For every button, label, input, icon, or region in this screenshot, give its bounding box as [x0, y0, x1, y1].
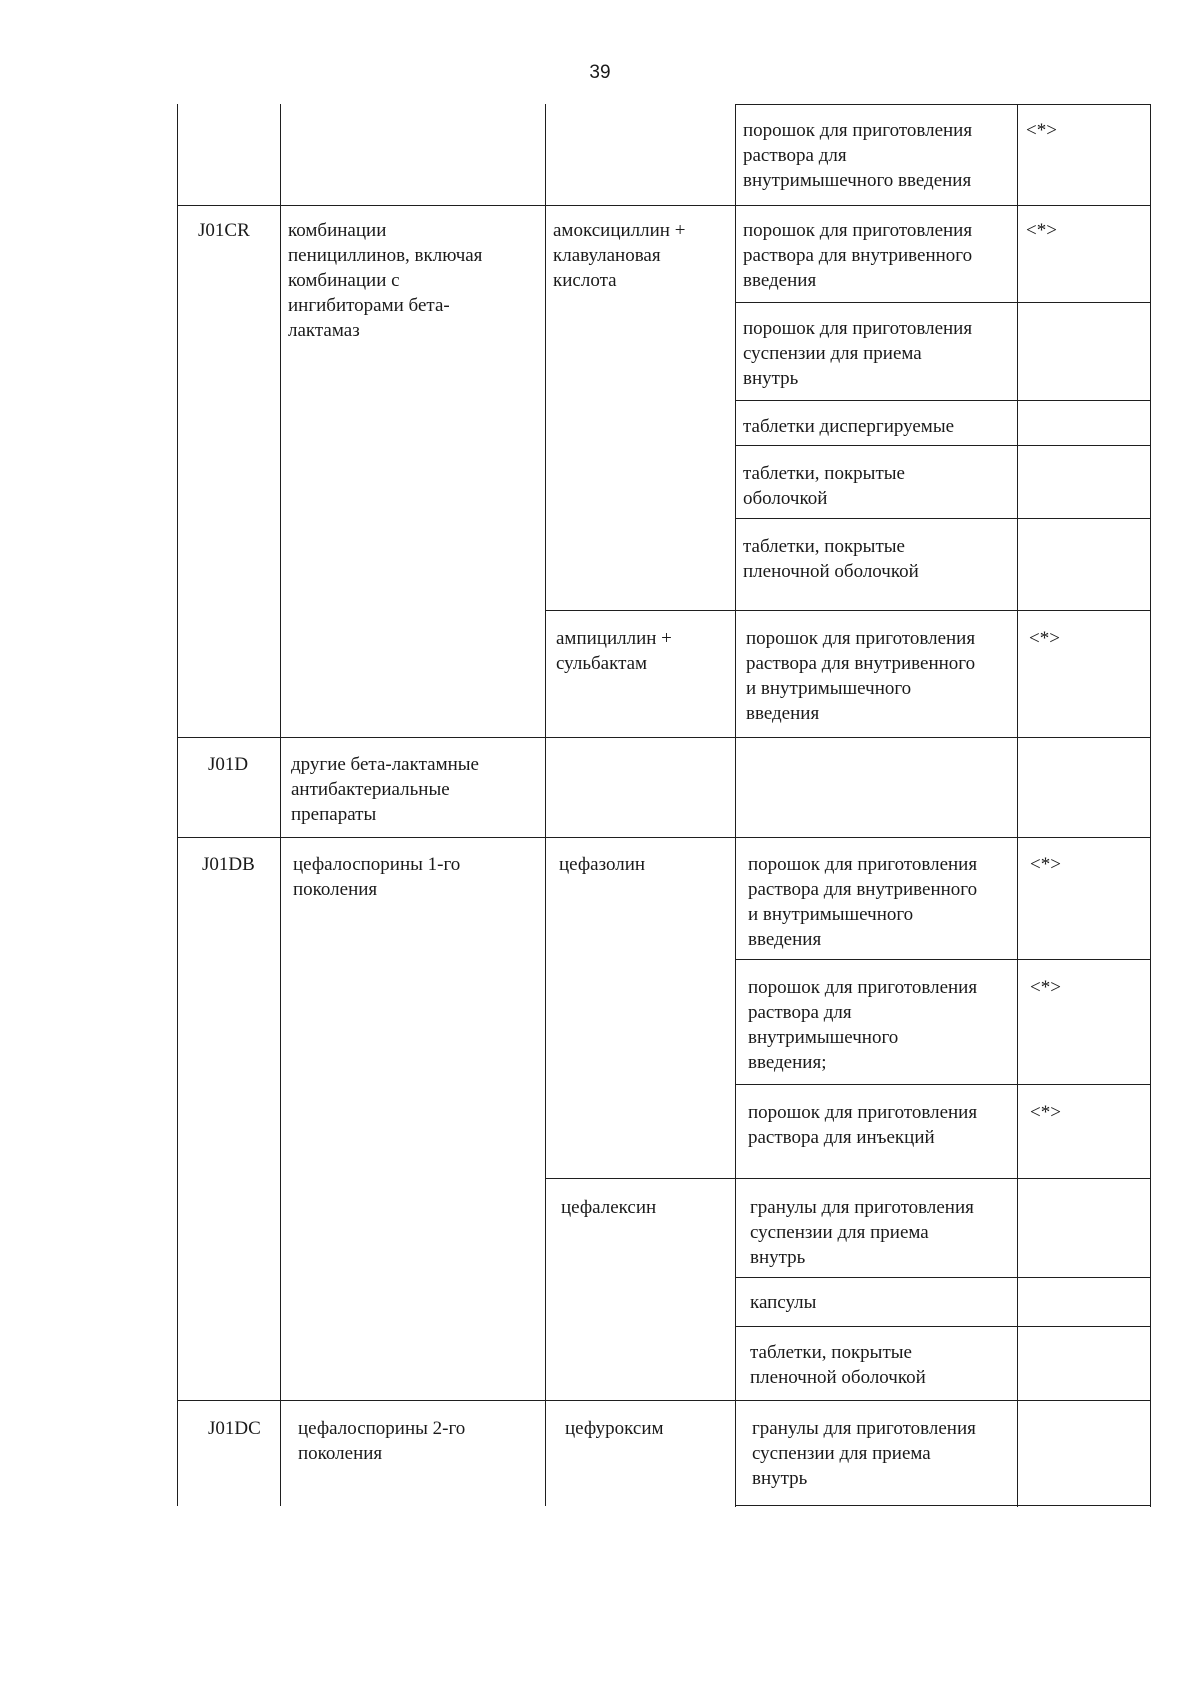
restriction-mark: <*> — [1030, 1102, 1061, 1123]
row-divider — [735, 959, 1151, 960]
row-divider — [735, 445, 1151, 446]
dosage-form-cell: порошок для приготовления раствора для инъекций — [748, 1102, 978, 1148]
atc-code-cell: J01D — [208, 754, 249, 775]
substance-cell: амоксициллин + клавулановая кислота — [553, 220, 686, 291]
dosage-form-cell: таблетки, покрытые пленочной оболочкой — [750, 1342, 926, 1388]
column-divider-group — [545, 104, 546, 1506]
atc-code-cell: J01CR — [198, 220, 250, 241]
restriction-mark: <*> — [1026, 220, 1057, 241]
row-divider — [735, 1277, 1151, 1278]
substance-cell: ампициллин + сульбактам — [556, 628, 672, 674]
group-name-cell: комбинации пенициллинов, включая комбинации с ингибиторами бета- лактамаз — [288, 220, 483, 341]
dosage-form-cell: гранулы для приготовления суспензии для приема внутрь — [752, 1418, 976, 1489]
restriction-mark: <*> — [1026, 120, 1057, 141]
substance-cell: цефуроксим — [565, 1418, 664, 1439]
group-name-cell: другие бета-лактамные антибактериальные препараты — [291, 754, 479, 825]
dosage-form-cell: порошок для приготовления раствора для внутримышечного введения — [743, 120, 973, 191]
dosage-form-cell: порошок для приготовления раствора для внутривенного и внутримышечного введения — [748, 854, 978, 950]
row-divider — [735, 400, 1151, 401]
dosage-form-cell: порошок для приготовления раствора для внутривенного и внутримышечного введения — [746, 628, 976, 724]
table-border-right — [1150, 104, 1151, 1507]
table-border-left — [177, 104, 178, 1506]
atc-code-cell: J01DC — [208, 1418, 261, 1439]
atc-code-cell: J01DB — [202, 854, 255, 875]
row-divider — [735, 302, 1151, 303]
table-border-bottom — [735, 1505, 1151, 1506]
row-divider — [735, 1084, 1151, 1085]
column-divider-code — [280, 104, 281, 1506]
dosage-form-cell: таблетки, покрытые пленочной оболочкой — [743, 536, 919, 582]
restriction-mark: <*> — [1029, 628, 1060, 649]
dosage-form-cell: таблетки, покрытые оболочкой — [743, 463, 905, 509]
restriction-mark: <*> — [1030, 977, 1061, 998]
row-divider — [177, 205, 1151, 206]
substance-cell: цефалексин — [561, 1197, 657, 1218]
column-divider-substance — [735, 104, 736, 1507]
dosage-form-cell: порошок для приготовления раствора для внутримышечного введения; — [748, 977, 978, 1073]
group-name-cell: цефалоспорины 2-го поколения — [298, 1418, 466, 1464]
dosage-form-cell: порошок для приготовления суспензии для приема внутрь — [743, 318, 973, 389]
row-divider — [545, 1178, 1151, 1179]
page-number: 39 — [589, 62, 611, 83]
restriction-mark: <*> — [1030, 854, 1061, 875]
row-divider — [177, 737, 1151, 738]
row-divider — [735, 1326, 1151, 1327]
dosage-form-cell: порошок для приготовления раствора для внутривенного введения — [743, 220, 973, 291]
row-divider — [177, 837, 1151, 838]
row-divider — [545, 610, 1151, 611]
substance-cell: цефазолин — [559, 854, 646, 875]
row-divider — [735, 518, 1151, 519]
row-divider — [177, 1400, 1151, 1401]
column-divider-form — [1017, 104, 1018, 1507]
group-name-cell: цефалоспорины 1-го поколения — [293, 854, 461, 900]
dosage-form-cell: капсулы — [750, 1292, 817, 1313]
dosage-form-cell: таблетки диспергируемые — [743, 416, 955, 437]
dosage-form-cell: гранулы для приготовления суспензии для приема внутрь — [750, 1197, 974, 1268]
table-border-top — [735, 104, 1151, 105]
